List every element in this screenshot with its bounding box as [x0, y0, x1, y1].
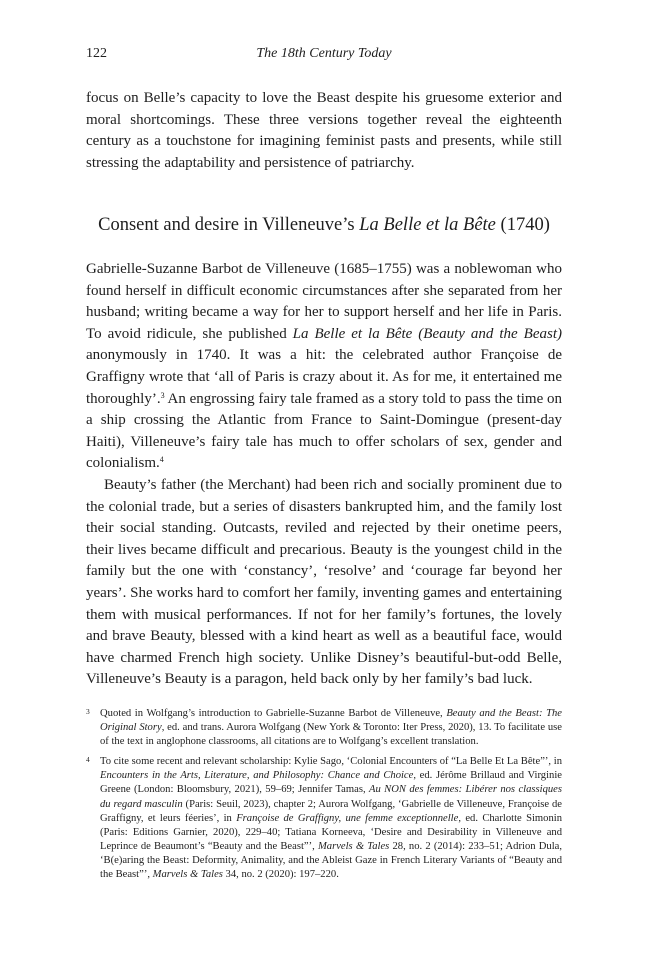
paragraph-2	[86, 475, 562, 691]
text-run: 34, no. 2 (2020): 197–220.	[222, 869, 339, 881]
text-run: , ed. Jérôme Brillaud and Virginie Greene (London: Bloomsbury, 2021), 59–69; Jennifer Tamas,	[100, 770, 562, 796]
footnote-4	[86, 755, 562, 882]
footnote-text	[100, 708, 562, 747]
text-run: (1740)	[495, 215, 550, 235]
italic-text: Au NON des femmes: Libérer nos classiques du regard masculin	[100, 784, 563, 810]
italic-text: Marvels & Tales	[152, 869, 223, 881]
section-heading	[86, 213, 562, 237]
text-run: Beauty’s father (the Merchant) had been rich and socially prominent due to the colonial trade, but a series of disasters bankrupted him, and the family lost their social standing. Outcasts, reviled and rejected by their onetime peers, their lives became difficult and precarious. Beauty is the youngest child in the family but the one with ‘constancy’, ‘resolve’ and ‘courage far beyond her years’. She works hard to comfort her family, inventing games and entertaining them with musical performances. If not for her family’s fortunes, the lovely and brave Beauty, blessed with a kind heart as well as a beautiful face, would have charmed French high society. Unlike Disney’s beautiful-but-odd Belle, Villeneuve’s Beauty is a paragon, held back only by her family’s bad luck.	[86, 476, 562, 688]
text-run: Consent and desire in Villeneuve’s	[98, 215, 360, 235]
text-run: An engrossing fairy tale framed as a story told to pass the time on a ship crossing the Atlantic from France to Saint-Domingue (present-day Haiti), Villeneuve’s fairy tale has much to offer scholars of sex, gender and colonialism.	[86, 390, 562, 472]
footnote-number: 3	[86, 707, 90, 716]
intro-paragraph	[86, 88, 562, 174]
text-run: focus on Belle’s capacity to love the Beast despite his gruesome exterior and moral shortcomings. These three versions together reveal the eighteenth century as a touchstone for imagining feminist pasts and presents, while still stressing the adaptability and persistence of patriarchy.	[86, 90, 562, 171]
text-run: (Paris: Seuil, 2023), chapter 2; Aurora Wolfgang, ‘Gabrielle de Villeneuve, Françoise de Graffigny, et leurs féeries’, in	[100, 798, 562, 824]
footnote-ref: 3	[160, 390, 165, 400]
paragraph-1	[86, 259, 562, 475]
italic-text: Encounters in the Arts, Literature, and Philosophy: Chance and Choice	[100, 770, 414, 782]
footnote-3	[86, 707, 562, 749]
italic-text: Françoise de Graffigny, une femme exceptionnelle	[236, 812, 459, 824]
footnote-number: 4	[86, 755, 90, 765]
text-run: anonymously in 1740. It was a hit: the celebrated author Françoise de Graffigny wrote that ‘all of Paris is crazy about it. As for me, it entertained me thoroughly’.	[86, 347, 562, 407]
text-run: 28, no. 2 (2014): 233–51; Adrion Dula, ‘B(e)aring the Beast: Deformity, Animality, and the Ableist Gaze in French Literary Variants of “Beauty and the Beast”’,	[100, 840, 562, 881]
text-run: , ed. Charlotte Simonin (Paris: Editions Garnier, 2020), 229–40; Tatiana Korneeva, ‘Desire and Desirability in Villeneuve and Leprince de Beaumont’s “Beauty and the Beast”’,	[100, 812, 563, 852]
italic-text: Beauty and the Beast: The Original Story	[100, 708, 562, 734]
page-number: 122	[86, 46, 107, 61]
footnote-text	[100, 756, 562, 880]
italic-text: La Belle et la Bête (Beauty and the Beast)	[292, 325, 562, 342]
intro-text	[86, 88, 562, 174]
italic-text: Marvels & Tales	[317, 840, 390, 852]
text-run: Gabrielle-Suzanne Barbot de Villeneuve (1685–1755) was a noblewoman who found herself in difficult economic circumstances after she separated from her husband; writing became a way for her to support herself and her life in Paris. To avoid ridicule, she published	[86, 261, 562, 342]
running-head	[86, 44, 562, 64]
journal-title: The 18th Century Today	[256, 46, 392, 61]
text-run: , ed. and trans. Aurora Wolfgang (New York & Toronto: Iter Press, 2020), 13. To facilitate use of the text in anglophone classrooms, all citations are to Wolfgang’s excellent translation.	[100, 722, 562, 748]
italic-text: La Belle et la Bête	[359, 215, 496, 235]
footnotes	[86, 707, 562, 888]
text-run: To cite some recent and relevant scholarship: Kylie Sago, ‘Colonial Encounters of “La Belle Et La Bête”’, in	[100, 756, 562, 768]
main-text	[86, 259, 562, 691]
text-run: Quoted in Wolfgang’s introduction to Gabrielle-Suzanne Barbot de Villeneuve,	[100, 708, 447, 719]
footnote-ref: 4	[159, 455, 164, 465]
